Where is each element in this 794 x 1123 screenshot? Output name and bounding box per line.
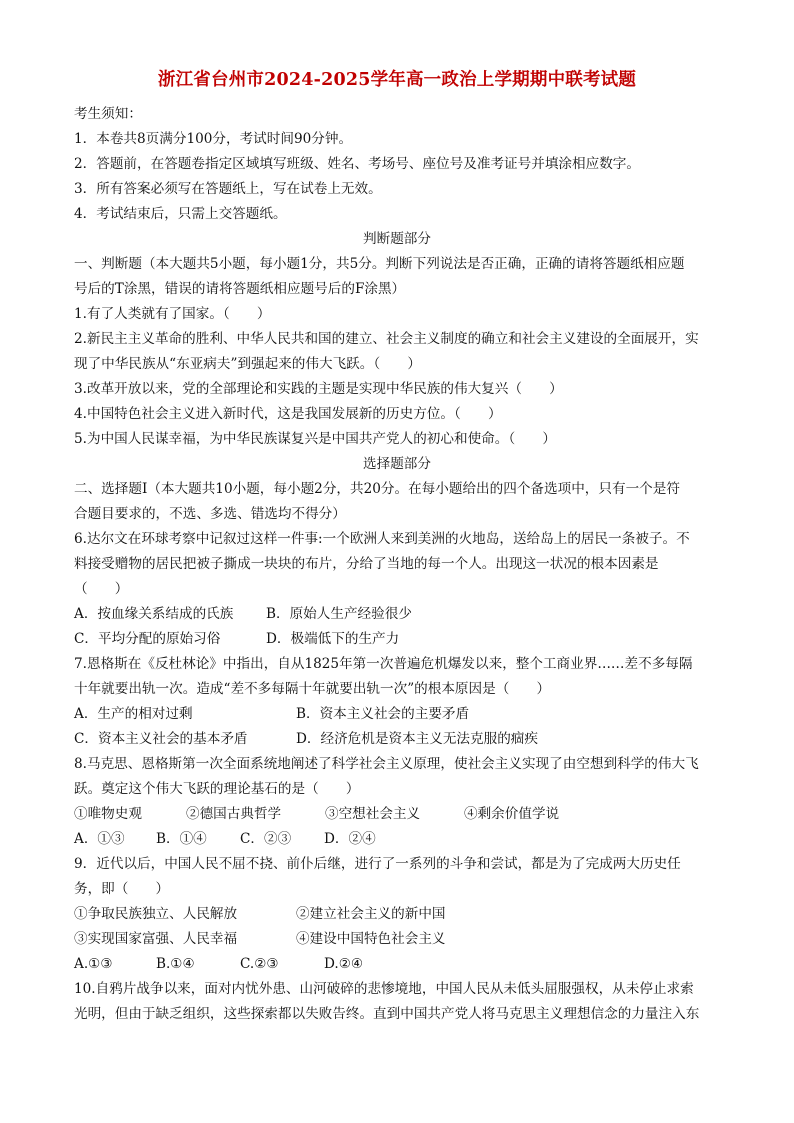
q8-item-2: ②德国古典哲学 <box>186 806 282 822</box>
q8-item-1: ①唯物史观 <box>74 806 142 822</box>
question-10-line2: 光明，但由于缺乏组织，这些探索都以失败告终。直到中国共产党人将马克思主义理想信念的力量注入东 <box>74 1006 700 1022</box>
q9-item-3: ③实现国家富强、人民幸福 <box>74 931 238 947</box>
question-6-line1: 6.达尔文在环球考察中记叙过这样一件事:一个欧洲人来到美洲的火地岛，送给岛上的居民一条被子。不 <box>74 531 690 547</box>
question-4: 4.中国特色社会主义进入新时代，这是我国发展新的历史方位。（ ） <box>74 406 502 422</box>
q7-option-b: B．资本主义社会的主要矛盾 <box>296 706 470 722</box>
q8-option-a: A．①③ <box>74 831 125 847</box>
q8-item-3: ③空想社会主义 <box>325 806 421 822</box>
question-8-line2: 跃。奠定这个伟大飞跃的理论基石的是（ ） <box>74 781 360 797</box>
question-6-line2: 料接受赠物的居民把被子撕成一块块的布片，分给了当地的每一个人。出现这一状况的根本因素是 <box>74 556 659 572</box>
question-9-line2: 务，即（ ） <box>74 881 170 897</box>
question-8-line1: 8.马克思、恩格斯第一次全面系统地阐述了科学社会主义原理，使社会主义实现了由空想到科学的伟大飞 <box>74 756 699 772</box>
exam-title: 浙江省台州市2024-2025学年高一政治上学期期中联考试题 <box>157 70 637 90</box>
part2-instructions-line1: 二、选择题Ⅰ（本大题共10小题，每小题2分，共20分。在每小题给出的四个备选项中，只有一个是符 <box>74 481 680 497</box>
notice-item-1: 1．本卷共8页满分100分，考试时间90分钟。 <box>74 131 353 147</box>
q7-option-c: C．资本主义社会的基本矛盾 <box>74 731 248 747</box>
part1-instructions-line2: 号后的T涂黑，错误的请将答题纸相应题号后的F涂黑） <box>74 281 406 297</box>
part2-heading: 选择题部分 <box>363 456 431 472</box>
question-6-line3: （ ） <box>74 581 129 597</box>
q8-option-c: C．②③ <box>240 831 292 847</box>
part2-instructions-line2: 合题目要求的，不选、多选、错选均不得分） <box>74 506 346 522</box>
question-7-line2: 十年就要出轨一次。造成“差不多每隔十年就要出轨一次”的根本原因是（ ） <box>74 681 551 697</box>
q9-item-2: ②建立社会主义的新中国 <box>296 906 446 922</box>
question-3: 3.改革开放以来，党的全部理论和实践的主题是实现中华民族的伟大复兴（ ） <box>74 381 563 397</box>
q6-option-a: A．按血缘关系结成的氏族 <box>74 606 234 622</box>
q9-option-b: B.①④ <box>156 956 195 972</box>
q9-option-a: A.①③ <box>74 956 113 972</box>
notice-item-2: 2．答题前，在答题卷指定区域填写班级、姓名、考场号、座位号及准考证号并填涂相应数字。 <box>74 156 640 172</box>
q9-option-d: D.②④ <box>324 956 364 972</box>
question-1: 1.有了人类就有了国家。（ ） <box>74 306 271 322</box>
question-2-line1: 2.新民主主义革命的胜利、中华人民共和国的建立、社会主义制度的确立和社会主义建设的全面展开，实 <box>74 331 699 347</box>
q6-option-b: B．原始人生产经验很少 <box>266 606 412 622</box>
q6-option-c: C．平均分配的原始习俗 <box>74 631 221 647</box>
q6-option-d: D．极端低下的生产力 <box>266 631 400 647</box>
question-7-line1: 7.恩格斯在《反杜林论》中指出，自从1825年第一次普遍危机爆发以来，整个工商业界……差不多每隔 <box>74 656 693 672</box>
q9-item-4: ④建设中国特色社会主义 <box>296 931 446 947</box>
question-2-line2: 现了中华民族从“东亚病夫”到强起来的伟大飞跃。（ ） <box>74 356 421 372</box>
notice-heading: 考生须知： <box>74 106 142 122</box>
q9-item-1: ①争取民族独立、人民解放 <box>74 906 238 922</box>
q8-option-b: B．①④ <box>156 831 207 847</box>
question-9-line1: 9．近代以后，中国人民不屈不挠、前仆后继，进行了一系列的斗争和尝试，都是为了完成两大历史任 <box>74 856 681 872</box>
q8-item-4: ④剩余价值学说 <box>464 806 560 822</box>
q7-option-d: D．经济危机是资本主义无法克服的痼疾 <box>296 731 538 747</box>
part1-instructions-line1: 一、判断题（本大题共5小题，每小题1分，共5分。判断下列说法是否正确，正确的请将答题纸相应题 <box>74 256 685 272</box>
notice-item-3: 3．所有答案必须写在答题纸上，写在试卷上无效。 <box>74 181 382 197</box>
question-10-line1: 10.自鸦片战争以来，面对内忧外患、山河破碎的悲惨境地，中国人民从未低头屈服强权，从未停止求索 <box>74 981 694 997</box>
notice-item-4: 4．考试结束后，只需上交答题纸。 <box>74 206 287 222</box>
q8-option-d: D．②④ <box>324 831 376 847</box>
q7-option-a: A．生产的相对过剩 <box>74 706 193 722</box>
part1-heading: 判断题部分 <box>363 231 431 247</box>
question-5: 5.为中国人民谋幸福，为中华民族谋复兴是中国共产党人的初心和使命。（ ） <box>74 431 556 447</box>
q9-option-c: C.②③ <box>240 956 279 972</box>
